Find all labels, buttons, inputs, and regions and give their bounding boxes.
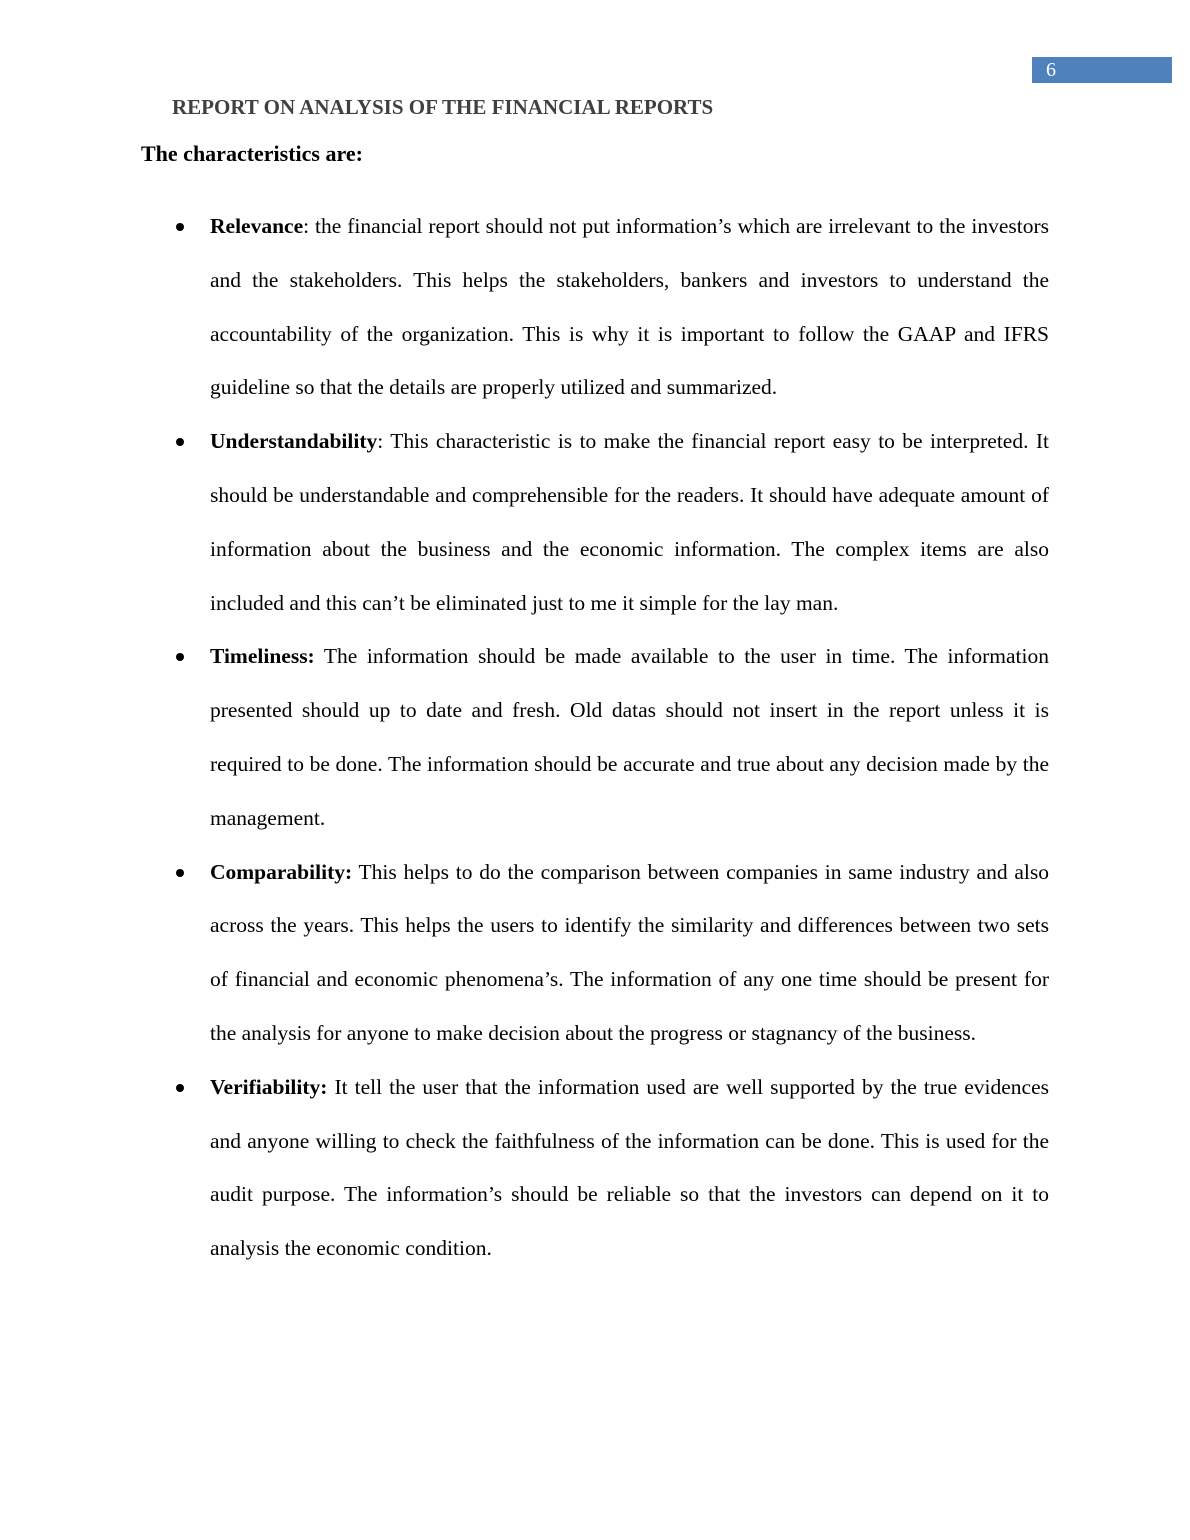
bullet-icon	[176, 653, 184, 661]
term-label: Relevance	[210, 214, 304, 238]
term-description: It tell the user that the information used are well supported by the true evidences and anyone willing to check the faithfulness of the information can be done. This is used for the audit purpose. The information’s should be reliable so that the investors can depend on it to analysis the economic condition.	[210, 1074, 1049, 1261]
term-separator: :	[377, 429, 384, 454]
characteristic-understandability	[210, 415, 1049, 630]
term-separator: :	[303, 214, 310, 238]
term-description: the financial report should not put information’s which are irrelevant to the investors and the stakeholders. This helps the stakeholders, bankers and investors to understand the accountability of the organization. This is why it is important to follow the GAAP and IFRS guideline so that the details are properly utilized and summarized.	[210, 214, 1049, 400]
term-label: Timeliness:	[210, 644, 315, 669]
bullet-icon	[176, 1084, 184, 1092]
characteristic-verifiability	[210, 1061, 1049, 1276]
characteristic-timeliness	[210, 630, 1049, 845]
bullet-icon	[176, 223, 184, 231]
page-number: 6	[1046, 59, 1056, 81]
term-label: Understandability	[210, 429, 378, 454]
bullet-icon	[176, 438, 184, 446]
header-title: REPORT ON ANALYSIS OF THE FINANCIAL REPORTS	[172, 95, 714, 119]
bullet-icon	[176, 869, 184, 877]
characteristics-list	[210, 200, 1049, 1276]
page-number-box	[1032, 57, 1172, 83]
section-heading: The characteristics are:	[141, 141, 363, 166]
term-description: The information should be made available to the user in time. The information presented should up to date and fresh. Old datas should not insert in the report unless it is required to be done. The information should be accurate and true about any decision made by the management.	[210, 644, 1049, 830]
term-label: Comparability:	[210, 859, 353, 884]
term-label: Verifiability:	[210, 1074, 328, 1099]
term-description: This helps to do the comparison between companies in same industry and also across the years. This helps the users to identify the similarity and differences between two sets of financial and economic phenomena’s. The information of any one time should be present for the analysis for anyone to make decision about the progress or stagnancy of the business.	[210, 859, 1049, 1045]
characteristic-relevance	[210, 200, 1049, 415]
characteristic-comparability	[210, 846, 1049, 1061]
term-description: This characteristic is to make the financial report easy to be interpreted. It should be understandable and comprehensible for the readers. It should have adequate amount of information about the business and the economic information. The complex items are also included and this can’t be eliminated just to me it simple for the lay man.	[210, 429, 1049, 615]
